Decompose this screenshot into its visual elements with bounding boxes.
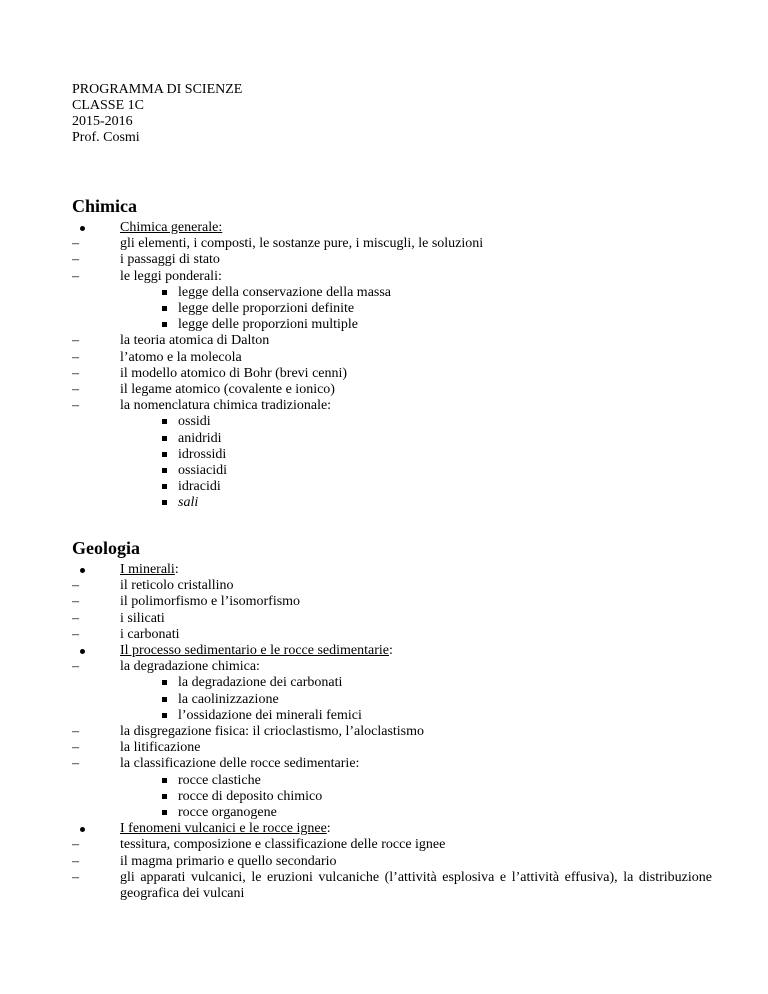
square-bullet-icon	[162, 468, 167, 473]
list-item: le leggi ponderali:	[120, 268, 222, 284]
bullet-icon	[72, 562, 120, 578]
square-bullet-icon	[162, 322, 167, 327]
section-geologia	[72, 562, 712, 902]
list-item: il modello atomico di Bohr (brevi cenni)	[120, 365, 348, 381]
topic-minerali: I minerali:	[72, 562, 712, 578]
sub-list-item: rocce organogene	[72, 805, 712, 821]
sub-list-item: la caolinizzazione	[72, 692, 712, 708]
bullet-icon	[72, 821, 120, 837]
bullet-icon	[72, 643, 120, 659]
square-bullet-icon	[162, 436, 167, 441]
sub-list-item: legge delle proporzioni multiple	[72, 317, 712, 333]
bullet-icon	[72, 220, 120, 236]
list-item: il polimorfismo e l’isomorfismo	[120, 594, 301, 610]
square-bullet-icon	[162, 810, 167, 815]
header-title: PROGRAMMA DI SCIENZE	[72, 82, 243, 97]
section-title-geologia: Geologia	[72, 538, 140, 558]
list-item: la classificazione delle rocce sedimentarie:	[120, 756, 360, 772]
square-bullet-icon	[162, 419, 167, 424]
list-item: gli apparati vulcanici, le eruzioni vulcaniche (l’attività esplosiva e l’attività effusiva), la distribuzione geografica dei vulcani	[120, 869, 712, 902]
sub-list-item: legge della conservazione della massa	[72, 285, 712, 301]
list-item: il reticolo cristallino	[120, 578, 234, 594]
document-header	[72, 82, 242, 146]
list-item: gli elementi, i composti, le sostanze pure, i miscugli, le soluzioni	[120, 236, 484, 252]
square-bullet-icon	[162, 452, 167, 457]
sub-list-item: l’ossidazione dei minerali femici	[72, 708, 712, 724]
square-bullet-icon	[162, 794, 167, 799]
header-class: CLASSE 1C	[72, 98, 144, 113]
sub-list-item: anidridi	[72, 431, 712, 447]
sub-list-item: ossidi	[72, 414, 712, 430]
list-item: la degradazione chimica:	[120, 659, 260, 675]
square-bullet-icon	[162, 484, 167, 489]
sub-list-item: rocce clastiche	[72, 773, 712, 789]
sub-list-item: la degradazione dei carbonati	[72, 675, 712, 691]
list-item: la nomenclatura chimica tradizionale:	[120, 398, 332, 414]
square-bullet-icon	[162, 778, 167, 783]
header-year: 2015-2016	[72, 114, 133, 129]
topic-fenomeni-vulcanici: I fenomeni vulcanici e le rocce ignee:	[72, 821, 712, 837]
sub-list-item: sali	[72, 495, 712, 511]
square-bullet-icon	[162, 500, 167, 505]
square-bullet-icon	[162, 713, 167, 718]
list-item: la litificazione	[120, 740, 201, 756]
list-item: il magma primario e quello secondario	[120, 853, 337, 869]
list-item: tessitura, composizione e classificazione delle rocce ignee	[120, 837, 446, 853]
square-bullet-icon	[162, 680, 167, 685]
sub-list-item: ossiacidi	[72, 463, 712, 479]
list-item: la disgregazione fisica: il crioclastismo, l’aloclastismo	[120, 724, 425, 740]
list-item: l’atomo e la molecola	[120, 349, 242, 365]
header-teacher: Prof. Cosmi	[72, 130, 140, 145]
sub-list-item: idracidi	[72, 479, 712, 495]
section-title-chimica: Chimica	[72, 196, 137, 216]
list-item: la teoria atomica di Dalton	[120, 333, 270, 349]
topic-processo-sedimentario: Il processo sedimentario e le rocce sedimentarie:	[72, 643, 712, 659]
sub-list-item: idrossidi	[72, 447, 712, 463]
section-chimica	[72, 220, 712, 512]
list-item: i silicati	[120, 610, 165, 626]
list-item: i carbonati	[120, 626, 180, 642]
list-item: il legame atomico (covalente e ionico)	[120, 382, 335, 398]
square-bullet-icon	[162, 290, 167, 295]
square-bullet-icon	[162, 306, 167, 311]
square-bullet-icon	[162, 697, 167, 702]
sub-list-item: rocce di deposito chimico	[72, 789, 712, 805]
topic-chimica-generale: Chimica generale:	[72, 220, 712, 236]
list-item: i passaggi di stato	[120, 252, 220, 268]
sub-list-item: legge delle proporzioni definite	[72, 301, 712, 317]
